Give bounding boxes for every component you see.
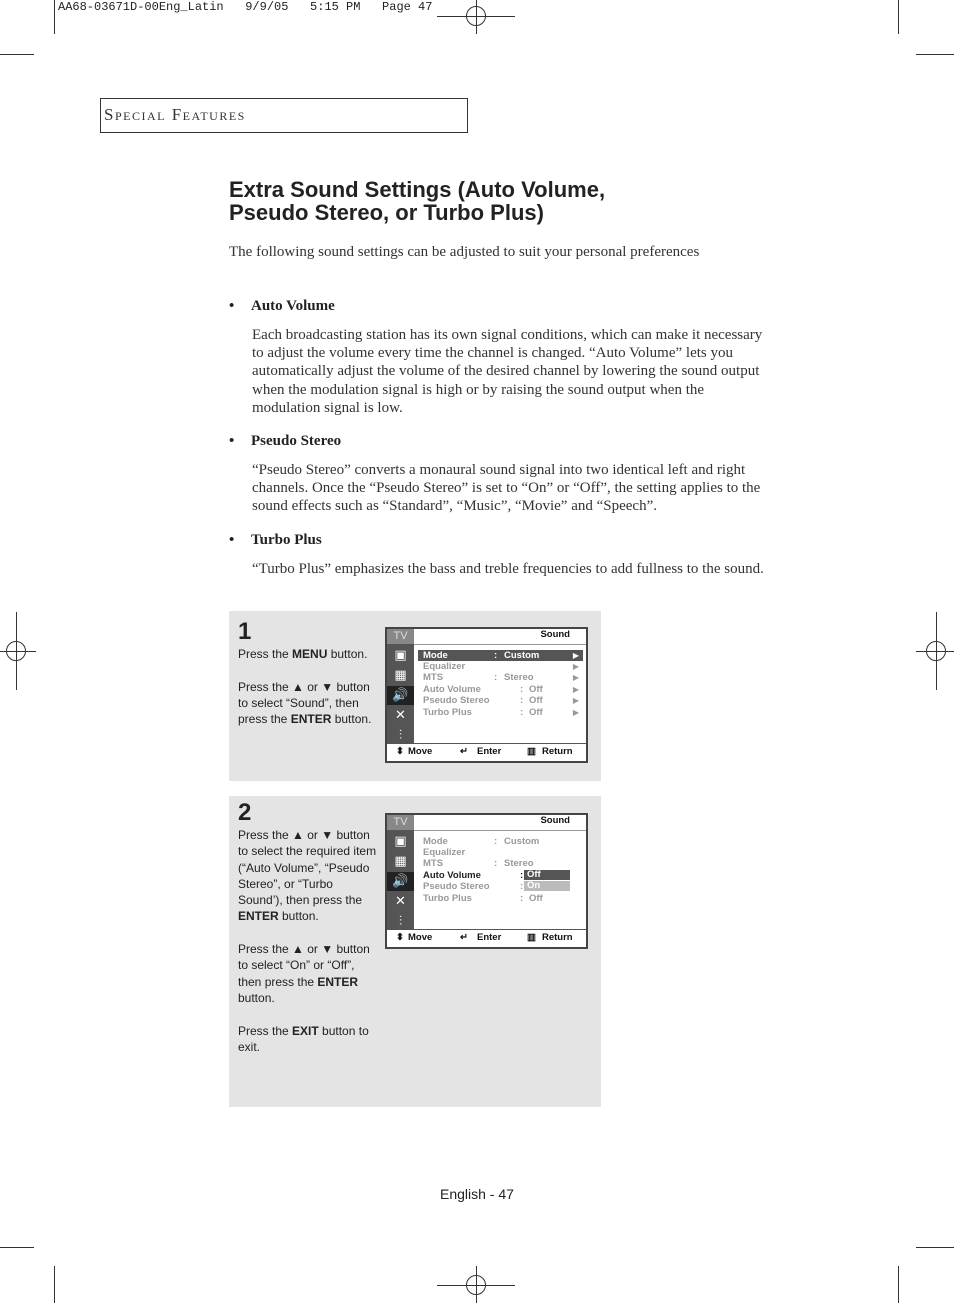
instruction-line: ENTER button. <box>238 909 319 924</box>
crop-mark <box>898 1266 899 1303</box>
channel-icon[interactable]: ▦ <box>394 854 407 869</box>
step-number: 1 <box>238 618 252 645</box>
instruction-line: then press the ENTER <box>238 974 359 989</box>
instruction-line: Press the ▲ or ▼ button <box>238 828 370 842</box>
bullet-title-pseudo-stereo: • Pseudo Stereo <box>229 433 342 449</box>
instruction-line: to select the required item <box>238 844 377 859</box>
tv-menu-screen-1 <box>385 627 588 763</box>
crop-mark <box>54 0 55 34</box>
osd-divider <box>414 644 586 645</box>
registration-line <box>476 1266 477 1303</box>
bullet-title-turbo-plus: • Turbo Plus <box>229 532 322 548</box>
osd-row-turbo-plus[interactable]: Turbo Plus : Off ▶ <box>423 707 579 718</box>
osd-row-mts[interactable]: MTS : Stereo <box>423 858 534 869</box>
instruction-line: Sound’), then press the <box>238 893 363 908</box>
bullet-body-turbo-plus: “Turbo Plus” emphasizes the bass and treble frequencies to add fullness to the sound. <box>252 561 764 577</box>
osd-tv-label: TV <box>387 629 414 644</box>
instruction-line: button. <box>238 990 275 1005</box>
crop-mark <box>916 54 954 55</box>
registration-line <box>0 651 36 652</box>
channel-icon[interactable]: ▦ <box>394 668 407 683</box>
instruction-line <box>238 1006 383 1022</box>
crop-mark <box>0 54 34 55</box>
osd-row-equalizer[interactable]: Equalizer ▶ <box>423 661 579 672</box>
osd-footer-enter: Enter <box>477 932 502 943</box>
osd-row-pseudo-stereo[interactable]: Pseudo Stereo : Off ▶ <box>423 695 579 706</box>
osd-divider <box>414 830 586 831</box>
osd-row-pseudo-stereo[interactable]: Pseudo Stereo : <box>423 881 524 892</box>
page-heading <box>229 178 829 224</box>
step-1-instructions <box>238 646 383 727</box>
crop-mark <box>54 1266 55 1303</box>
step-number: 2 <box>238 799 252 826</box>
crop-mark <box>898 0 899 34</box>
osd-row-auto-volume[interactable]: Auto Volume : Off ▶ <box>423 684 579 695</box>
antenna-icon[interactable]: ✕ <box>395 894 406 909</box>
osd-tv-label: TV <box>387 815 414 830</box>
osd-footer-move: Move <box>408 932 433 943</box>
step-2-instructions <box>238 827 383 1055</box>
osd-row-turbo-plus[interactable]: Turbo Plus : Off <box>423 893 543 904</box>
registration-line <box>16 612 17 690</box>
sound-icon[interactable]: 🔊 <box>387 686 414 705</box>
picture-icon[interactable]: ▣ <box>394 648 407 663</box>
osd-menu-title: Sound <box>540 629 570 640</box>
instruction-line <box>238 662 383 678</box>
osd-footer-enter: Enter <box>477 746 502 757</box>
return-icon: ▥ <box>527 932 536 943</box>
print-slug: AA68-03671D-00Eng_Latin 9/9/05 5:15 PM Page 47 <box>58 0 433 14</box>
osd-footer <box>387 743 586 761</box>
instruction-line: to select “Sound”, then <box>238 695 359 710</box>
bullet-title-auto-volume: • Auto Volume <box>229 298 335 314</box>
instruction-line: (“Auto Volume”, “Pseudo <box>238 860 370 875</box>
move-icon: ⬍ <box>396 932 404 943</box>
heading-line: Pseudo Stereo, or Turbo Plus) <box>229 200 544 225</box>
osd-row-equalizer[interactable]: Equalizer <box>423 847 466 858</box>
osd-row-auto-volume[interactable]: Auto Volume : <box>423 870 524 881</box>
instruction-line: press the ENTER button. <box>238 712 372 727</box>
instruction-line: Press the ▲ or ▼ button <box>238 942 370 957</box>
bullet-body-auto-volume: Each broadcasting station has its own signal conditions, which can make it necessary to adjust the volume every time the channel is changed. “Auto Volume” lets you automatically adjust the volume of the desired channel by lowering the sound output when the modulation signal is high or by raising the sound output when the modulation signal is low. <box>252 327 763 416</box>
registration-line <box>476 0 477 34</box>
page-number: English - 47 <box>440 1186 514 1202</box>
instruction-line: Stereo”, or “Turbo <box>238 876 333 891</box>
intro-text: The following sound settings can be adjusted to suit your personal preferences <box>229 244 700 260</box>
return-icon: ▥ <box>527 746 536 757</box>
section-title: Special Features <box>104 105 246 124</box>
registration-line <box>936 612 937 690</box>
instruction-line: Press the MENU button. <box>238 647 368 661</box>
instruction-line: Press the ▲ or ▼ button <box>238 679 370 694</box>
enter-icon: ↵ <box>460 932 468 943</box>
osd-footer-return: Return <box>542 932 573 943</box>
instruction-line <box>238 925 383 941</box>
enter-icon: ↵ <box>460 746 468 757</box>
sound-icon[interactable]: 🔊 <box>387 872 414 891</box>
heading-line: Extra Sound Settings (Auto Volume, <box>229 177 606 202</box>
osd-footer-move: Move <box>408 746 433 757</box>
instruction-line: Press the EXIT button to <box>238 1023 369 1038</box>
instruction-line: exit. <box>238 1039 261 1054</box>
picture-icon[interactable]: ▣ <box>394 834 407 849</box>
osd-row-mode[interactable]: Mode : Custom ▶ <box>418 650 583 661</box>
bullet-body-pseudo-stereo: “Pseudo Stereo” converts a monaural sound signal into two identical left and right channels. Once the “Pseudo Stereo” is set to “On” or “Off”, the setting applies to the sound effects such as “Standard”, “Music”, “Movie” and “Speech”. <box>252 462 761 515</box>
osd-footer <box>387 929 586 947</box>
osd-row-mts[interactable]: MTS : Stereo ▶ <box>423 672 579 683</box>
setup-icon[interactable]: ⫶ <box>398 914 403 929</box>
registration-line <box>916 651 954 652</box>
setup-icon[interactable]: ⫶ <box>398 728 403 743</box>
crop-mark <box>0 1247 34 1248</box>
option-on[interactable]: On <box>524 881 570 891</box>
antenna-icon[interactable]: ✕ <box>395 708 406 723</box>
crop-mark <box>916 1247 954 1248</box>
option-off[interactable]: Off <box>524 870 570 880</box>
osd-menu-title: Sound <box>540 815 570 826</box>
tv-menu-screen-2 <box>385 813 588 949</box>
instruction-line: to select “On” or “Off”, <box>238 958 355 973</box>
move-icon: ⬍ <box>396 746 404 757</box>
osd-footer-return: Return <box>542 746 573 757</box>
osd-row-mode[interactable]: Mode : Custom <box>423 836 540 847</box>
